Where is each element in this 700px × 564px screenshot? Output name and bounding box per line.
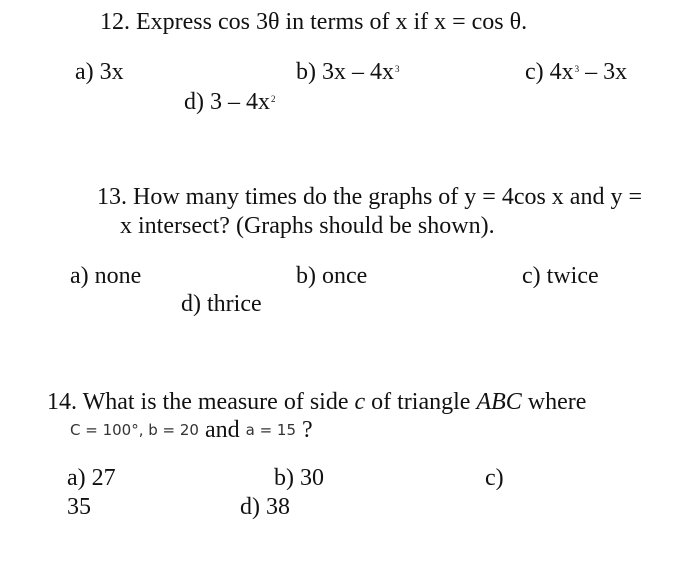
- given-values-2: a = 15: [245, 421, 297, 439]
- q14-option-b: b) 30: [274, 465, 324, 491]
- q13-option-d: d) thrice: [181, 291, 262, 317]
- q12-option-d: d) $3 - 4x^2$: [184, 89, 276, 115]
- q12-option-a: a) 3x: [75, 59, 124, 85]
- side-c-label: c: [354, 389, 366, 415]
- q14-option-a-continued: 35: [67, 494, 91, 520]
- q12-option-c: c) $4x^3 - 3x$: [525, 59, 628, 85]
- question-13-line-2: x intersect? (Graphs should be shown).: [120, 213, 495, 239]
- question-12-text: 12. Express cos 3θ in terms of x if x = cos θ.: [100, 9, 528, 35]
- question-13-line-1: 13. How many times do the graphs of y = 4cos x and y =: [97, 184, 642, 210]
- q12-option-b: b) $3x - 4x^3$: [296, 59, 400, 85]
- q14-option-a: a) 27: [67, 465, 116, 491]
- question-14-line-2: C = 100°, b = 20 and a = 15 ?: [70, 417, 313, 443]
- q14-option-c: c): [485, 465, 504, 491]
- given-values-1: C = 100°, b = 20: [70, 421, 199, 439]
- q13-option-a: a) none: [70, 263, 142, 289]
- q14-option-d: d) 38: [240, 494, 290, 520]
- q13-option-b: b) once: [296, 263, 368, 289]
- question-14-line-1: 14. What is the measure of side c of triangle ABC where: [47, 389, 587, 415]
- q13-option-c: c) twice: [522, 263, 599, 289]
- triangle-label: ABC: [476, 389, 522, 415]
